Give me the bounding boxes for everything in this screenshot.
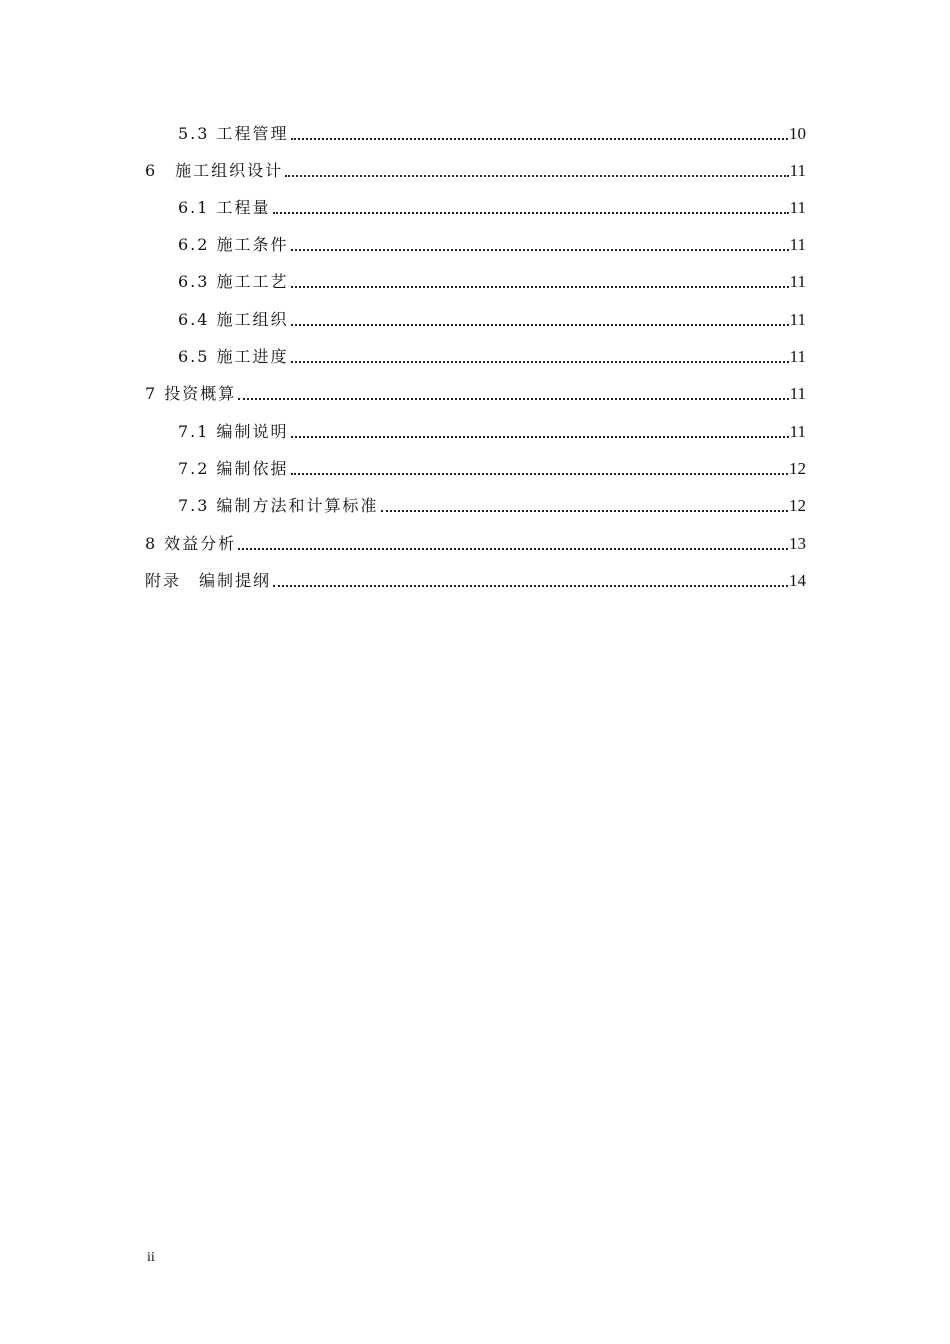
toc-entry-7-2[interactable] [178,455,806,479]
toc-entry-6-3[interactable] [178,268,806,292]
toc-entry-title: 6 施工组织设计 [145,161,284,180]
toc-entry-7-1[interactable] [178,418,806,442]
toc-leader-dots [291,285,789,288]
toc-entry-6-2[interactable] [178,231,806,255]
toc-entry-6-1[interactable] [178,194,806,218]
toc-leader-dots [273,584,788,587]
toc-leader-dots [291,472,788,475]
toc-entry-title: 6.1 工程量 [178,198,271,217]
toc-entry-title: 6.3 施工工艺 [178,272,289,291]
toc-leader-dots [285,174,788,177]
toc-entry-page: 11 [789,272,806,291]
toc-entry-7-3[interactable] [178,492,806,516]
toc-entry-page: 12 [789,496,806,515]
toc-entry-page: 11 [789,198,806,217]
toc-entry-6-4[interactable] [178,306,806,330]
toc-entry-title: 6.2 施工条件 [178,235,289,254]
toc-entry-title: 7.2 编制依据 [178,459,289,478]
toc-entry-6[interactable] [145,157,806,181]
toc-entry-title: 6.5 施工进度 [178,347,289,366]
toc-entry-6-5[interactable] [178,343,806,367]
toc-entry-5-3[interactable] [178,120,806,144]
toc-entry-title: 7.3 编制方法和计算标准 [178,496,379,515]
toc-entry-title: 8 效益分析 [145,534,237,553]
toc-entry-8[interactable] [145,530,806,554]
toc-entry-page: 10 [789,124,806,143]
toc-entry-title: 5.3 工程管理 [178,124,289,143]
toc-leader-dots [273,211,789,214]
toc-entry-page: 11 [789,310,806,329]
toc-entry-page: 13 [789,534,806,553]
toc-entry-title: 附录 编制提纲 [145,571,272,590]
toc-entry-page: 11 [789,347,806,366]
toc-leader-dots [291,323,789,326]
toc-entry-page: 11 [789,384,806,403]
toc-leader-dots [238,397,788,400]
toc-leader-dots [238,547,788,550]
toc-entry-7[interactable] [145,380,806,404]
toc-entry-title: 7 投资概算 [145,384,237,403]
toc-entry-title: 6.4 施工组织 [178,310,289,329]
toc-entry-page: 11 [789,161,806,180]
toc-entry-page: 14 [789,571,806,590]
toc-entry-title: 7.1 编制说明 [178,422,289,441]
toc-leader-dots [291,137,788,140]
footer-page-number: ii [147,1250,155,1265]
toc-entry-appendix[interactable] [145,567,806,591]
toc-entry-page: 12 [789,459,806,478]
toc-leader-dots [291,360,789,363]
toc-entry-page: 11 [789,235,806,254]
toc-entry-page: 11 [789,422,806,441]
toc-leader-dots [291,248,789,251]
toc-leader-dots [291,435,789,438]
toc-leader-dots [381,509,788,512]
